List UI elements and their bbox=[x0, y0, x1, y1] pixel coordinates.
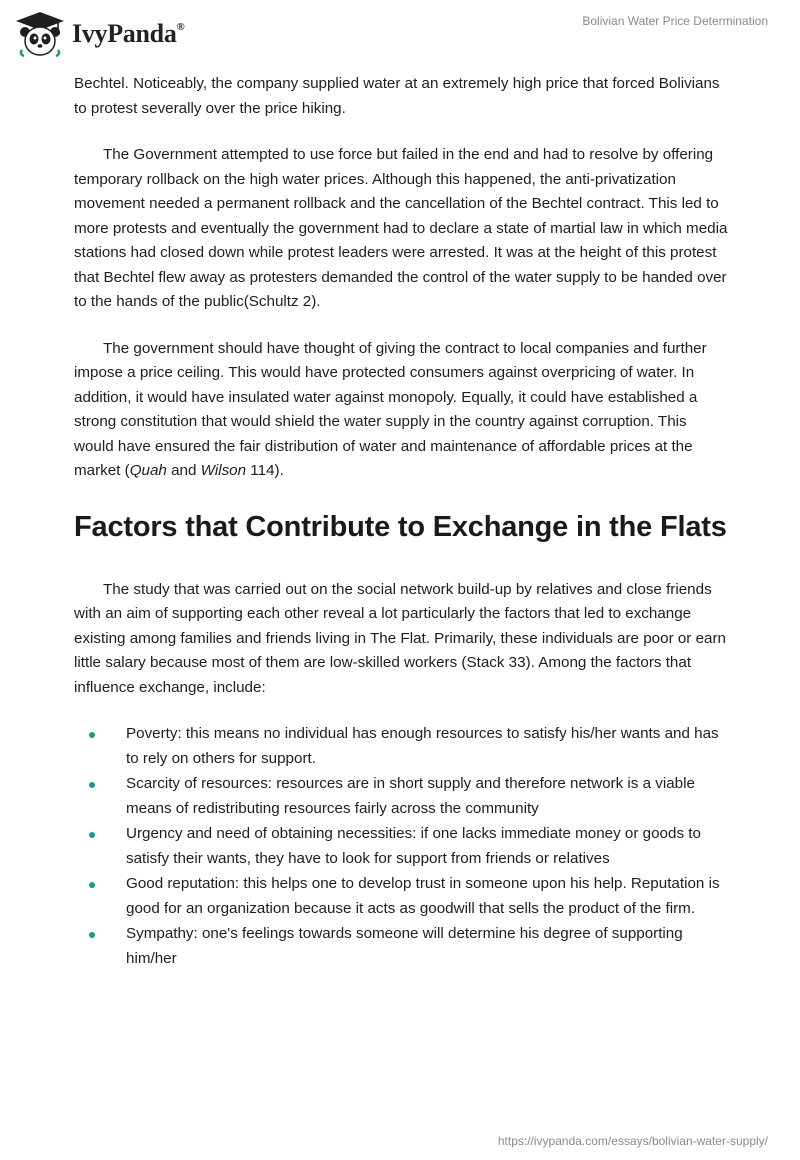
panda-graduate-icon bbox=[14, 10, 66, 58]
list-item: Scarcity of resources: resources are in short supply and therefore network is a viable means of redistributing resources fairly across the community bbox=[74, 772, 730, 821]
registered-mark: ® bbox=[176, 21, 185, 33]
bullet-icon bbox=[89, 732, 95, 738]
paragraph-text: The government should have thought of giving the contract to local companies and further impose a price ceiling. This would have protected consumers against overpricing of water. In addition, it would have insulated water against monopoly. Equally, it could have established a strong constitution that would shield the water supply in the country against corruption. This would have ensured the fair distribution of water and maintenance of affordable prices at the market ( bbox=[74, 339, 707, 479]
section-heading: Factors that Contribute to Exchange in the Flats bbox=[74, 510, 727, 543]
paragraph: The Government attempted to use force but failed in the end and had to resolve by offering temporary rollback on the high water prices. Although this happened, the anti-privatization movement needed a permanent rollback and the cancellation of the Bechtel contract. This led to more protests and eventually the government had to declare a state of martial law in which media stations had closed down while protest leaders were arrested. It was at the height of this protest that Bechtel flew away as protesters demanded the control of the water supply to be handed over to the hands of the public(Schultz 2). bbox=[74, 146, 728, 310]
list-item: Sympathy: one's feelings towards someone will determine his degree of supporting him/her bbox=[74, 922, 730, 971]
citation-end: 114). bbox=[246, 462, 284, 479]
bullet-icon bbox=[89, 932, 95, 938]
document-title: Bolivian Water Price Determination bbox=[582, 14, 768, 28]
page-header bbox=[0, 0, 800, 70]
citation-author: Wilson bbox=[200, 462, 247, 479]
list-item: Urgency and need of obtaining necessities: if one lacks immediate money or goods to satisfy their wants, they have to look for support from friends or relatives bbox=[74, 822, 730, 871]
list-item: Good reputation: this helps one to develop trust in someone upon his help. Reputation is good for an organization because it acts as goodwill that sells the product of the firm. bbox=[74, 872, 730, 921]
citation-and: and bbox=[166, 462, 201, 479]
bullet-icon bbox=[89, 782, 95, 788]
bullet-icon bbox=[89, 832, 95, 838]
logo[interactable] bbox=[14, 10, 184, 58]
article-body bbox=[74, 72, 730, 972]
brand-name: IvyPanda® bbox=[72, 19, 185, 48]
citation-author: Quah bbox=[129, 462, 167, 479]
bullet-icon bbox=[89, 882, 95, 888]
paragraph-citation bbox=[74, 337, 730, 484]
paragraph: The study that was carried out on the social network build-up by relatives and close friends with an aim of supporting each other reveal a lot particularly the factors that led to exchange existing among families and friends living in The Flat. Primarily, these individuals are poor or earn little salary because most of them are low-skilled workers (Stack 33). Among the factors that influence exchange, include: bbox=[74, 580, 726, 696]
source-url[interactable]: https://ivypanda.com/essays/bolivian-water-supply/ bbox=[497, 1134, 768, 1148]
paragraph-continued: Bechtel. Noticeably, the company supplied water at an extremely high price that forced Bolivians to protest severally over the price hiking. bbox=[74, 75, 720, 117]
factors-list bbox=[74, 722, 730, 971]
list-item: Poverty: this means no individual has enough resources to satisfy his/her wants and has to rely on others for support. bbox=[74, 722, 730, 771]
